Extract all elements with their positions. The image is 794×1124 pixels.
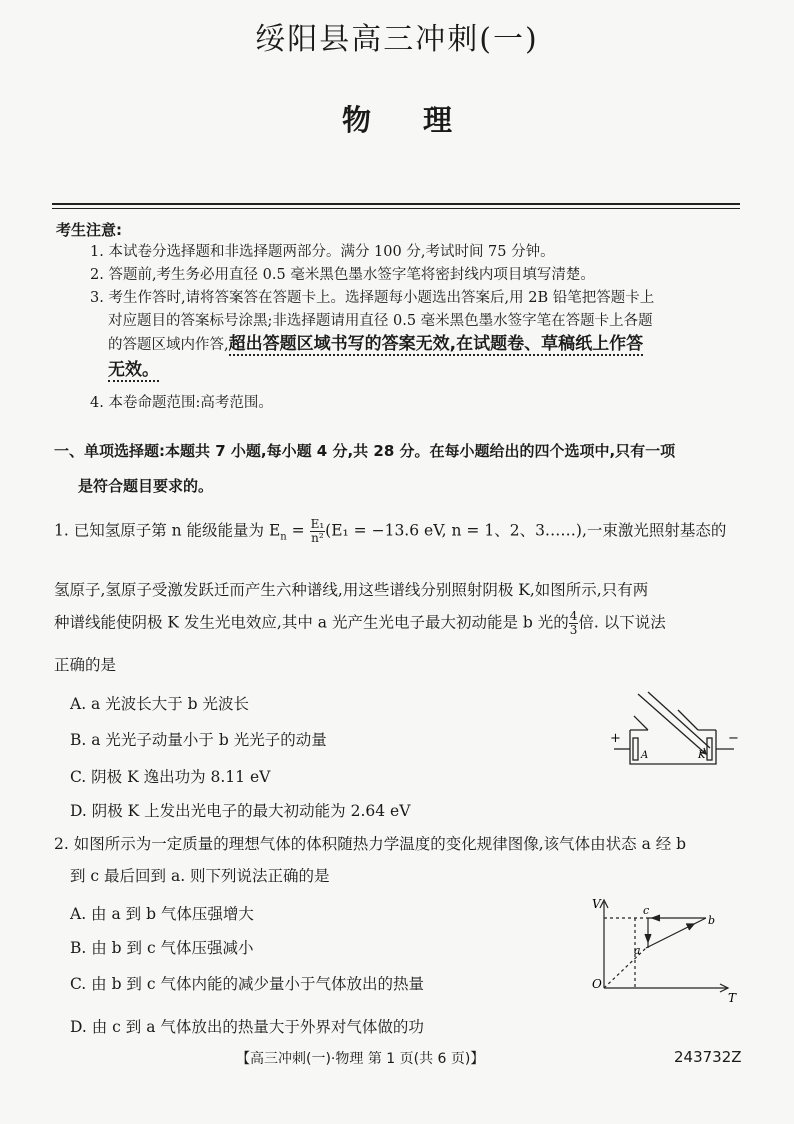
q1-text-sub: n bbox=[280, 531, 287, 543]
exam-title: 绥阳县高三冲刺(一) bbox=[255, 22, 539, 57]
q1-phototube-figure bbox=[606, 686, 746, 776]
q1-text-eq: = bbox=[286, 521, 310, 540]
section-1-heading: 一、单项选择题:本题共 7 小题,每小题 4 分,共 28 分。在每小题给出的四个选项中,只有一项 bbox=[54, 442, 676, 460]
q1-text-d: (E₁ = −13.6 eV, n = 1、2、3……),一束激光照射基态的 bbox=[325, 521, 727, 540]
q1-line-3-a: 种谱线能使阴极 K 发生光电效应,其中 a 光产生光电子最大初动能是 b 光的 bbox=[54, 613, 569, 632]
notice-item-3-plain: 的答题区域内作答, bbox=[108, 337, 229, 353]
notice-item-3-cont2 bbox=[108, 333, 643, 356]
q1-option-d: D. 阴极 K 上发出光电子的最大初动能为 2.64 eV bbox=[70, 802, 411, 820]
q1-line-4: 正确的是 bbox=[54, 656, 117, 674]
light-ray-b bbox=[648, 692, 710, 748]
notice-item-1: 1. 本试卷分选择题和非选择题两部分。满分 100 分,考试时间 75 分钟。 bbox=[90, 244, 555, 260]
section-1-heading-cont: 是符合题目要求的。 bbox=[78, 477, 214, 495]
q1-energy-fraction bbox=[310, 518, 326, 545]
paper-code: 243732Z bbox=[674, 1048, 742, 1066]
q2-option-a: A. 由 a 到 b 气体压强增大 bbox=[70, 905, 254, 923]
origin-label: O bbox=[592, 977, 602, 991]
q2-line-1: 2. 如图所示为一定质量的理想气体的体积随热力学温度的变化规律图像,该气体由状态 a 经 b bbox=[54, 835, 687, 853]
anode-label: A bbox=[641, 750, 649, 761]
phototube-window-right bbox=[678, 710, 698, 730]
point-c-label: c bbox=[643, 904, 650, 917]
q1-ratio-fraction bbox=[569, 610, 579, 637]
q2-option-c: C. 由 b 到 c 气体内能的减少量小于气体放出的热量 bbox=[70, 975, 424, 993]
minus-sign: − bbox=[728, 731, 739, 746]
header-rule-thin bbox=[52, 208, 740, 209]
notice-heading: 考生注意: bbox=[56, 221, 122, 239]
arrow-b-c bbox=[652, 915, 660, 921]
plus-sign: + bbox=[610, 731, 621, 746]
notice-item-2: 2. 答题前,考生务必用直径 0.5 毫米黑色墨水签字笔将密封线内项目填写清楚。 bbox=[90, 267, 595, 283]
q2-option-d: D. 由 c 到 a 气体放出的热量大于外界对气体做的功 bbox=[70, 1018, 424, 1036]
page-footer: 【高三冲刺(一)·物理 第 1 页(共 6 页)】 bbox=[236, 1051, 485, 1067]
header-rule-thick bbox=[52, 203, 740, 205]
cathode-label: K bbox=[698, 750, 706, 761]
point-b-label: b bbox=[708, 914, 716, 927]
q1-line-3-b: 倍. 以下说法 bbox=[578, 613, 666, 632]
notice-item-3-end bbox=[108, 359, 159, 382]
q2-line-2: 到 c 最后回到 a. 则下列说法正确的是 bbox=[70, 867, 330, 885]
q1-option-c: C. 阴极 K 逸出功为 8.11 eV bbox=[70, 768, 271, 786]
q1-frac-num: E₁ bbox=[310, 517, 325, 531]
q1-frac-den: n² bbox=[311, 531, 324, 545]
anode-plate bbox=[633, 738, 638, 760]
notice-item-3-emphasis: 超出答题区域书写的答案无效,在试题卷、草稿纸上作答 bbox=[228, 334, 644, 354]
notice-item-4: 4. 本卷命题范围:高考范围。 bbox=[90, 395, 273, 411]
arrow-c-a bbox=[645, 934, 651, 942]
q1-line-2: 氢原子,氢原子受激发跃迁而产生六种谱线,用这些谱线分别照射阴极 K,如图所示,只有两 bbox=[54, 581, 649, 599]
q1-option-b: B. a 光光子动量小于 b 光光子的动量 bbox=[70, 731, 327, 749]
phototube-window-left bbox=[634, 716, 648, 730]
light-ray-a bbox=[638, 694, 706, 754]
subject-title: 物理 bbox=[341, 103, 504, 137]
notice-item-3-emphasis-end: 无效。 bbox=[108, 360, 159, 380]
q1-option-a: A. a 光波长大于 b 光波长 bbox=[70, 695, 249, 713]
notice-item-3-cont: 对应题目的答案标号涂黑;非选择题请用直径 0.5 毫米黑色墨水签字笔在答题卡上各题 bbox=[108, 313, 653, 329]
cathode-plate bbox=[707, 738, 712, 760]
q1-line-1 bbox=[54, 518, 726, 548]
q1-ratio-den: 3 bbox=[569, 623, 578, 637]
path-a-to-b bbox=[646, 918, 706, 948]
q2-vt-graph bbox=[588, 896, 738, 1006]
q1-ratio-num: 4 bbox=[569, 609, 578, 623]
q1-line-3 bbox=[54, 610, 666, 637]
t-label: T bbox=[728, 991, 737, 1005]
q1-text-a: 1. 已知氢原子第 n 能级能量为 E bbox=[54, 521, 281, 540]
v-label: V bbox=[592, 897, 601, 911]
q2-option-b: B. 由 b 到 c 气体压强减小 bbox=[70, 939, 254, 957]
notice-item-3: 3. 考生作答时,请将答案答在答题卡上。选择题每小题选出答案后,用 2B 铅笔把答题卡上 bbox=[90, 290, 655, 306]
point-a-label: a bbox=[634, 944, 641, 957]
